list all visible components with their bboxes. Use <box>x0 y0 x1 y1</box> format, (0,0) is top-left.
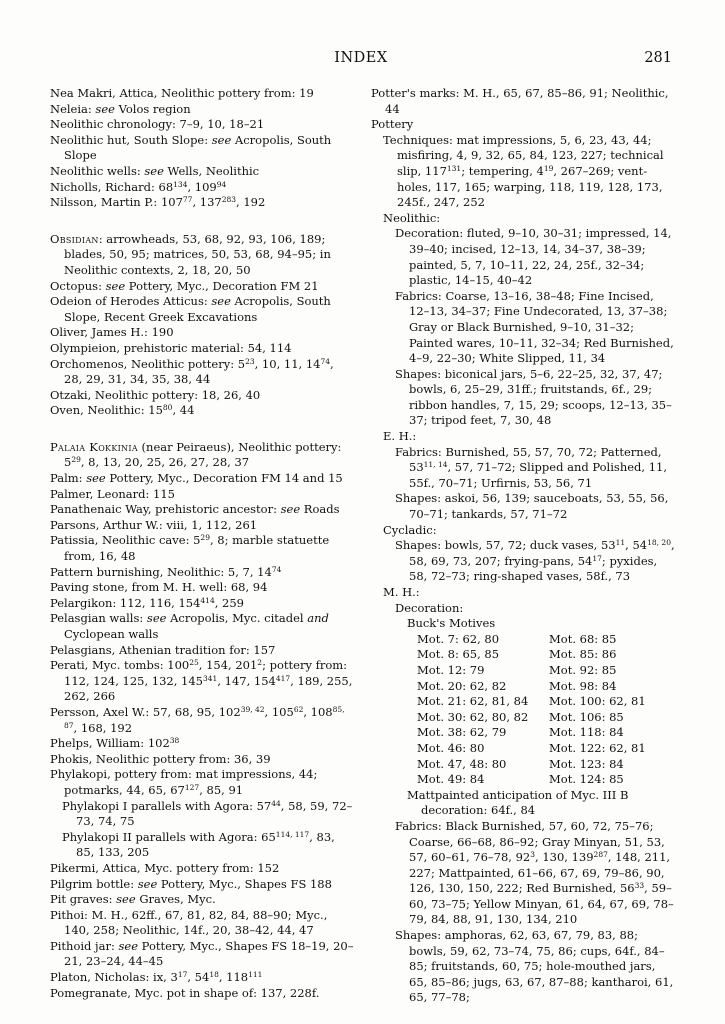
index-subentry: Fabrics: Coarse, 13–16, 38–48; Fine Incised, 12–13, 34–37; Fine Undecorated, 13, 37–38; Gray or Black Burnished, 9–10, 31–32; Painted wares, 10–11, 32–34; Red Burnished, 4–9, 22–30; White Slipped, 11, 34 <box>395 288 674 366</box>
index-subentry: Decoration: fluted, 9–10, 30–31; impressed, 14, 39–40; incised, 12–13, 14, 34–37, 38–39; painted, 5, 7, 10–11, 22, 24, 25f., 32–34; plastic, 14–15, 40–42 <box>395 226 672 288</box>
index-subentry: Cycladic: <box>383 522 437 537</box>
right-column <box>371 86 676 1006</box>
index-entry: Pithoi: M. H., 62ff., 67, 81, 82, 84, 88–90; Myc., 140, 258; Neolithic, 14f., 20, 38–42, 44, 47 <box>50 907 328 938</box>
index-entry: Palm: see Pottery, Myc., Decoration FM 14 and 15 <box>50 471 343 486</box>
section-gap <box>50 211 355 232</box>
index-subentry: Phylakopi II parallels with Agora: 65$^{114, 117}$, 83, 85, 133, 205 <box>62 829 335 860</box>
index-entry: Perati, Myc. tombs: $100^{25}$, 154, $201^2$; pottery from: 112, 124, 125, 132, $145^{341}$, 147, $154^{417}$, 189, 255, 262, 266 <box>50 658 353 704</box>
index-subentry: Shapes: askoi, 56, 139; sauceboats, 53, 55, 56, 70–71; tankards, 57, 71–72 <box>395 491 669 522</box>
index-entry: Pilgrim bottle: see Pottery, Myc., Shapes FS 188 <box>50 876 332 891</box>
motive-entry: Mot. 124: 85 <box>549 772 624 787</box>
index-entry: Patissia, Neolithic cave: $5^{29}$, 8; marble statuette from, 16, 48 <box>50 533 330 564</box>
index-entry: Neolithic chronology: 7–9, 10, 18–21 <box>50 117 265 132</box>
index-subentry: Shapes: bowls, 57, 72; duck vases, $53^{11}$, 54$^{18, 20}$, 58, 69, 73, 207; frying-pans, $54^{17}$; pyxides, 58, 72–73; ring-shaped vases, 58f., 73 <box>395 538 675 584</box>
index-subentry: Mattpainted anticipation of Myc. III B decoration: 64f., 84 <box>407 787 629 818</box>
index-entry: Palmer, Leonard: 115 <box>50 486 175 501</box>
index-entry: Nea Makri, Attica, Neolithic pottery from: 19 <box>50 86 314 100</box>
motive-entry: Mot. 106: 85 <box>549 709 624 724</box>
index-subentry: Shapes: amphoras, 62, 63, 67, 79, 83, 88; bowls, 59, 62, 73–74, 75, 86; cups, 64f., 84–85; fruitstands, 60, 75; hole-mouthed jars, 65, 85–86; jugs, 63, 67, 87–88; kantharoi, 61, 65, 77–78; <box>395 928 674 1005</box>
motive-entry: Mot. 123: 84 <box>549 756 624 771</box>
index-entry: Nilsson, Martin P.: $107^{77}$, $137^{283}$, 192 <box>50 195 266 210</box>
motive-entry: Mot. 47, 48: 80 <box>417 756 507 771</box>
motive-entry: Mot. 20: 62, 82 <box>417 678 507 693</box>
index-subentry: M. H.: <box>383 585 420 599</box>
left-column <box>50 86 355 1001</box>
index-entry: Parsons, Arthur W.: viii, 1, 112, 261 <box>50 517 258 532</box>
running-header <box>50 50 672 70</box>
motive-entry: Mot. 30: 62, 80, 82 <box>417 709 529 724</box>
index-entry: Pelasgian walls: see Acropolis, Myc. citadel and Cyclopean walls <box>50 611 329 641</box>
index-subentry: Neolithic: <box>383 210 441 225</box>
index-subentry: Techniques: mat impressions, 5, 6, 23, 43, 44; misfiring, 4, 9, 32, 65, 84, 123, 227; technical slip, $117^{131}$; tempering, $4^{19}$, 267–269; vent-holes, 117, 165; warping, 118, 119, 128, 173, 245f., 247, 252 <box>383 132 664 210</box>
index-entry: Nicholls, Richard: $68^{134}$, $109^{94}$ <box>50 179 227 194</box>
motive-entry: Mot. 21: 62, 81, 84 <box>417 694 529 709</box>
index-entry: Neolithic hut, South Slope: see Acropolis, South Slope <box>50 132 332 163</box>
index-entry: Persson, Axel W.: 57, 68, 95, 102$^{39, 42}$, $105^{62}$, 108$^{85, 87}$, 168, 192 <box>50 704 345 735</box>
index-entry: Oven, Neolithic: $15^{80}$, 44 <box>50 403 195 418</box>
motive-entry: Mot. 46: 80 <box>417 740 485 755</box>
index-subentry: Decoration: <box>395 600 464 615</box>
index-entry: Oliver, James H.: 190 <box>50 325 174 340</box>
motive-entry: Mot. 118: 84 <box>549 725 624 740</box>
index-entry: Pelasgians, Athenian tradition for: 157 <box>50 642 276 657</box>
index-entry: Pottery <box>371 117 414 132</box>
index-entry: Neleia: see Volos region <box>50 101 191 116</box>
page-number: 281 <box>644 50 672 66</box>
motive-entry: Mot. 100: 62, 81 <box>549 694 646 709</box>
motive-entry: Mot. 68: 85 <box>549 631 617 646</box>
index-entry: Neolithic wells: see Wells, Neolithic <box>50 163 260 178</box>
motive-entry: Mot. 122: 62, 81 <box>549 740 646 755</box>
index-entry: Platon, Nicholas: ix, $3^{17}$, $54^{18}$, $118^{111}$ <box>50 970 263 985</box>
index-subentry: Buck's Motives <box>407 616 496 631</box>
index-subentry: Shapes: biconical jars, 5–6, 22–25, 32, 37, 47; bowls, 6, 25–29, 31ff.; fruitstands, 6f., 29; ribbon handles, 7, 15, 29; scoops, 12–13, 35–37; tripod feet, 7, 30, 48 <box>395 366 672 428</box>
motive-entry: Mot. 49: 84 <box>417 772 485 787</box>
index-entry: Orchomenos, Neolithic pottery: $5^{23}$, 10, 11, $14^{74}$, 28, 29, 31, 34, 35, 38, 44 <box>50 356 334 387</box>
motive-entry: Mot. 85: 86 <box>549 647 617 662</box>
index-entry: Pithoid jar: see Pottery, Myc., Shapes FS 18–19, 20–21, 23–24, 44–45 <box>50 938 354 969</box>
motive-entry: Mot. 7: 62, 80 <box>417 631 500 646</box>
index-entry: Palaia Kokkinia (near Peiraeus), Neolithic pottery: $5^{29}$, 8, 13, 20, 25, 26, 27, 28, 37 <box>50 439 342 470</box>
index-entry: Obsidian: arrowheads, 53, 68, 92, 93, 106, 189; blades, 50, 95; matrices, 50, 53, 68, 94–95; in Neolithic contexts, 2, 18, 20, 50 <box>50 231 331 277</box>
index-subentry: Fabrics: Black Burnished, 57, 60, 72, 75–76; Coarse, 66–68, 86–92; Gray Minyan, 51, 53, 57, 60–61, 76–78, $92^3$, 130, $139^{287}$, 148, 211, 227; Mattpainted, 61–66, 67, 69, 79–86, 90, 126, 130, 150, 222; Red Burnished, $56^{33}$, 59–60, 73–75; Yellow Minyan, 61, 64, 67, 69, 78–79, 84, 88, 91, 130, 134, 210 <box>395 818 674 927</box>
index-subentry: Fabrics: Burnished, 55, 57, 70, 72; Patterned, 53$^{11, 14}$, 57, 71–72; Slipped and Polished, 11, 55f., 70–71; Urfirnis, 53, 56, 71 <box>395 444 667 490</box>
section-gap <box>50 419 355 440</box>
motive-entry: Mot. 8: 65, 85 <box>417 647 500 662</box>
index-entry: Otzaki, Neolithic pottery: 18, 26, 40 <box>50 387 261 402</box>
index-subentry: Phylakopi I parallels with Agora: $57^{44}$, 58, 59, 72–73, 74, 75 <box>62 798 353 829</box>
index-entry: Panathenaic Way, prehistoric ancestor: see Roads <box>50 502 340 517</box>
index-entry: Paving stone, from M. H. well: 68, 94 <box>50 580 268 595</box>
index-entry: Phelps, William: $102^{38}$ <box>50 736 180 751</box>
index-subentry: E. H.: <box>383 429 417 444</box>
header-title: INDEX <box>334 50 388 66</box>
index-entry: Pomegranate, Myc. pot in shape of: 137, 228f. <box>50 985 320 1000</box>
index-entry: Pelargikon: 112, 116, $154^{414}$, 259 <box>50 595 244 610</box>
index-entry: Olympieion, prehistoric material: 54, 114 <box>50 340 292 355</box>
motive-entry: Mot. 98: 84 <box>549 678 617 693</box>
index-entry: Octopus: see Pottery, Myc., Decoration FM 21 <box>50 278 319 293</box>
index-entry: Odeion of Herodes Atticus: see Acropolis, South Slope, Recent Greek Excavations <box>50 294 331 324</box>
bucks-motives-table <box>417 632 667 788</box>
motive-entry: Mot. 92: 85 <box>549 662 617 677</box>
motive-entry: Mot. 38: 62, 79 <box>417 725 507 740</box>
index-entry: Potter's marks: M. H., 65, 67, 85–86, 91; Neolithic, 44 <box>371 86 669 116</box>
index-entry: Pit graves: see Graves, Myc. <box>50 892 216 907</box>
index-entry: Pikermi, Attica, Myc. pottery from: 152 <box>50 860 280 875</box>
motive-entry: Mot. 12: 79 <box>417 662 485 677</box>
index-entry: Pattern burnishing, Neolithic: 5, 7, $14^{74}$ <box>50 564 282 579</box>
index-entry: Phylakopi, pottery from: mat impressions, 44; potmarks, 44, 65, $67^{127}$, 85, 91 <box>50 767 318 797</box>
index-entry: Phokis, Neolithic pottery from: 36, 39 <box>50 751 271 766</box>
